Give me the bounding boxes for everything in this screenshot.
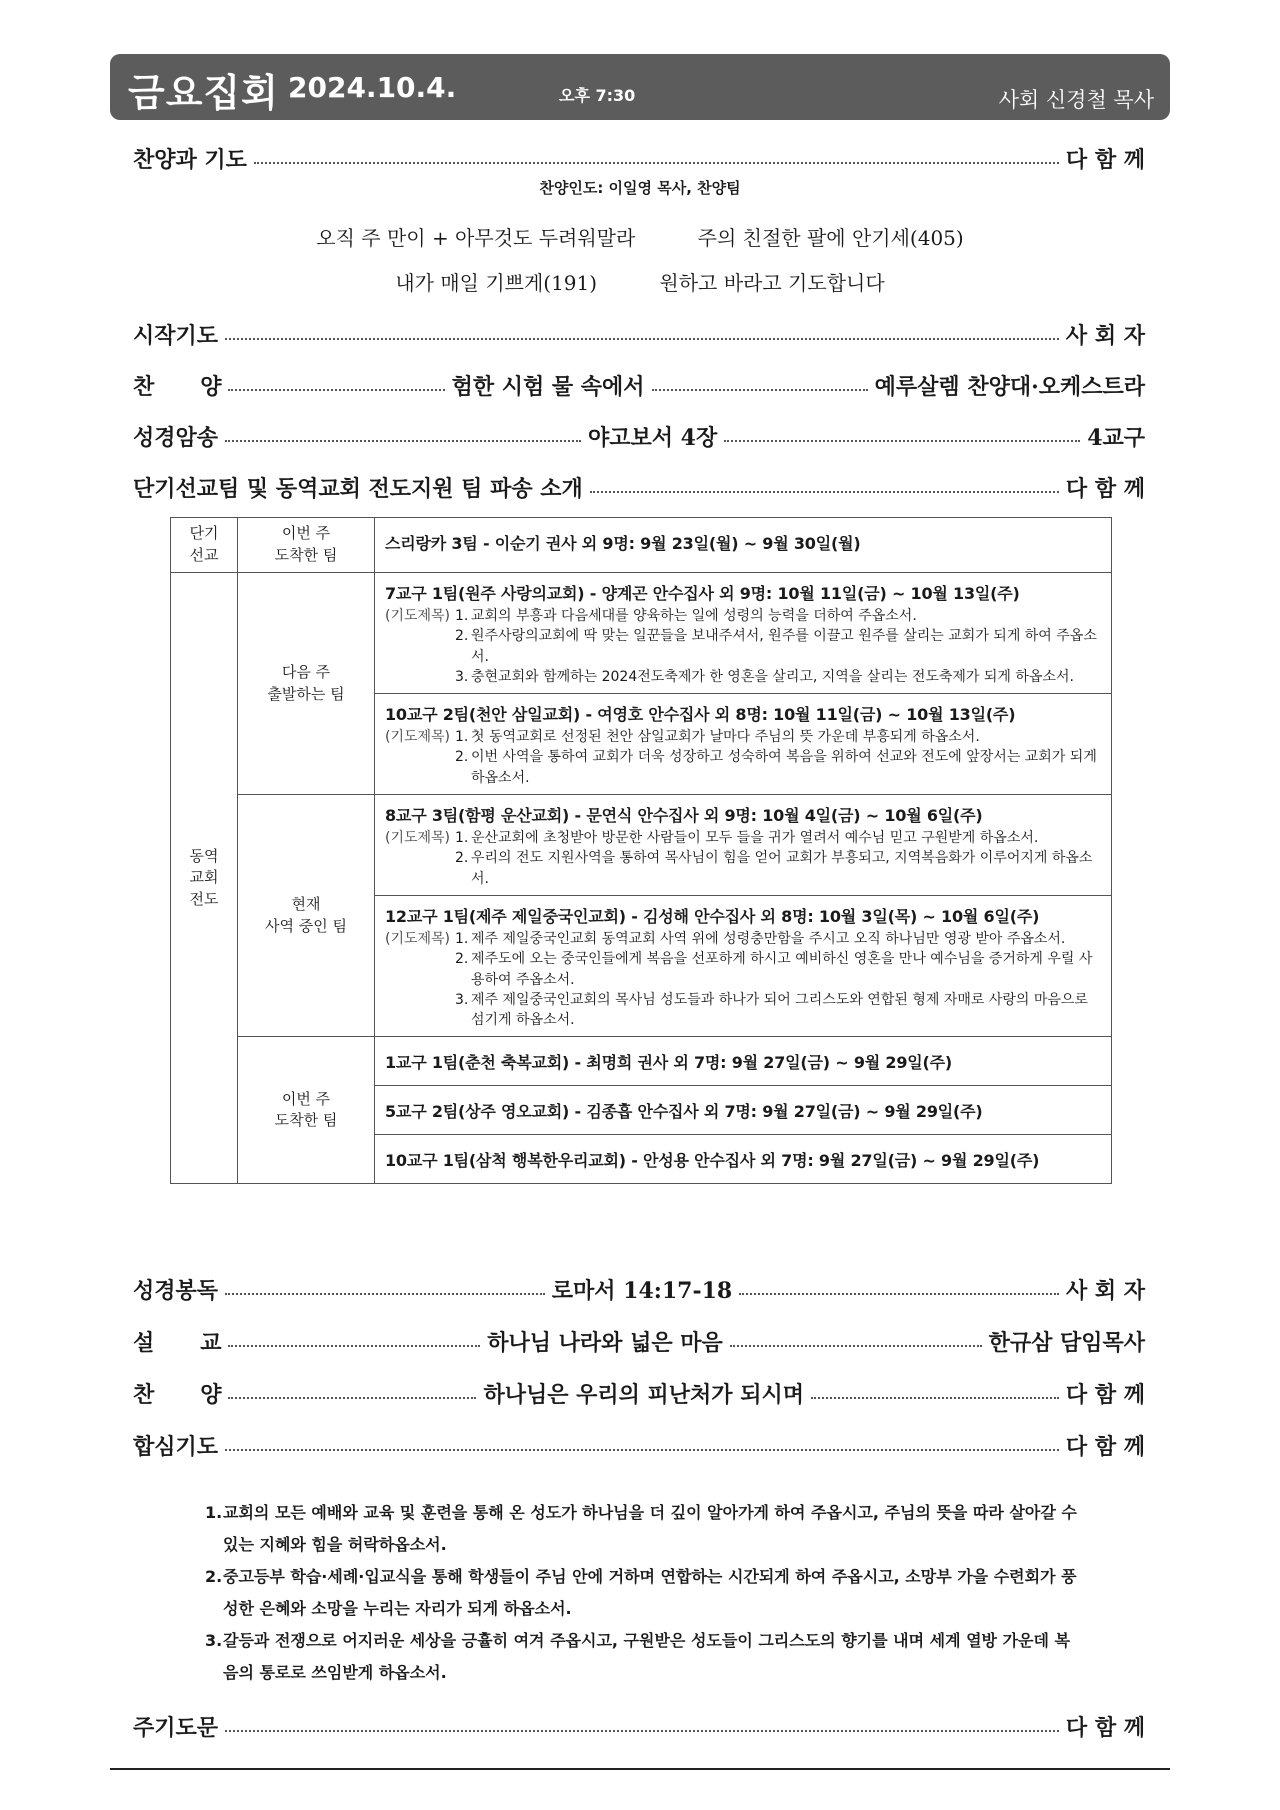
dot-leader [228, 1345, 480, 1347]
order-label: 찬 양 [133, 373, 222, 400]
order-label: 찬 양 [133, 1381, 222, 1408]
table-row [171, 518, 1112, 573]
order-item-recitation [133, 415, 1145, 457]
order-item-unison-prayer [133, 1424, 1145, 1466]
prayer-tag: (기도제목) [385, 830, 451, 847]
dot-leader [225, 1449, 1059, 1451]
order-performer: 다 함 께 [1065, 1381, 1145, 1408]
order-performer: 다 함 께 [1065, 475, 1145, 502]
order-performer: 한규삼 담임목사 [988, 1329, 1145, 1356]
prayer-tag: (기도제목) [385, 608, 451, 624]
category-cell: 동역 교회 전도 [171, 573, 238, 1184]
praise-leaders: 찬양인도: 이일영 목사, 찬양팀 [539, 179, 741, 197]
prayer-item: 3. 충현교회와 함께하는 2024전도축제가 한 영혼을 살리고, 지역을 살리는 전도축제가 되게 하옵소서. [455, 668, 1074, 685]
order-performer: 다 함 께 [1065, 146, 1145, 173]
dot-leader [225, 1293, 545, 1295]
mission-teams-table [170, 517, 1112, 1184]
category-cell: 단기 선교 [171, 518, 238, 573]
prayer-item: 2. 제주도에 오는 중국인들에게 복음을 선포하게 하시고 예비하신 영혼을 만나 예수님을 증거하게 우릴 사용하여 주옵소서. [455, 951, 1093, 988]
song-list-line-2 [0, 267, 1280, 296]
order-item-hymn-1 [133, 364, 1145, 406]
prayer-list [375, 929, 1111, 1036]
dot-leader [225, 338, 1059, 340]
order-performer: 다 함 께 [1065, 1714, 1145, 1741]
dot-leader [730, 1345, 982, 1347]
service-leader: 사회 신경철 목사 [998, 88, 1154, 112]
order-item-scripture [133, 1268, 1145, 1310]
order-label: 주기도문 [133, 1714, 219, 1741]
order-item-lords-prayer [133, 1705, 1145, 1747]
song-list-line-1 [0, 222, 1280, 251]
team-cell [375, 1135, 1112, 1184]
prayer-item: 3. 제주 제일중국인교회의 목사님 성도들과 하나가 되어 그리스도와 연합된 형제 자매로 사랑의 마음으로 섬기게 하옵소서. [455, 991, 1088, 1029]
dot-leader [254, 162, 1059, 164]
group-cell: 다음 주 출발하는 팀 [238, 573, 375, 795]
song-title: 오직 주 만이 + 아무것도 두려워말라 [316, 226, 636, 250]
order-item-mission-intro [133, 466, 1145, 508]
order-label: 성경봉독 [133, 1277, 219, 1304]
dot-leader [739, 1293, 1059, 1295]
prayer-item: (기도제목) 1. 운산교회에 초청받아 방문한 사람들이 모두 들을 귀가 열려서 예수님 믿고 구원받게 하옵소서. [385, 828, 1103, 848]
prayer-item: 2. 이번 사역을 통하여 교회가 더욱 성장하고 성숙하여 복음을 위하여 선교와 전도에 앞장서는 교회가 되게 하옵소서. [455, 749, 1097, 786]
order-performer: 4교구 [1087, 424, 1145, 451]
team-cell [375, 1037, 1112, 1086]
dot-leader [228, 389, 444, 391]
dot-leader [228, 1397, 476, 1399]
service-title: 금요집회 [128, 70, 279, 115]
prayer-item: 2. 원주사랑의교회에 딱 맞는 일꾼들을 보내주셔서, 원주를 이끌고 원주를 살리는 교회가 되게 하여 주옵소서. [455, 628, 1097, 665]
table-row [171, 1037, 1112, 1086]
dot-leader [652, 389, 868, 391]
order-label: 설 교 [133, 1329, 222, 1356]
order-performer: 사 회 자 [1065, 1277, 1146, 1304]
dot-leader [590, 491, 1059, 493]
order-performer: 예루살렘 찬양대·오케스트라 [874, 373, 1145, 400]
table-row [171, 573, 1112, 694]
dot-leader [225, 440, 581, 442]
order-performer: 다 함 께 [1065, 1433, 1145, 1460]
team-title: 10교구 1팀(삼척 행복한우리교회) - 안성용 안수집사 외 7명: 9월 27일(금) ~ 9월 29일(주) [385, 1151, 1040, 1171]
order-item-sermon [133, 1320, 1145, 1362]
team-title: 10교구 2팀(천안 삼일교회) - 여영호 안수집사 외 8명: 10월 11일(금) ~ 10월 13일(주) [385, 705, 1016, 725]
prayer-item: (기도제목) 1. 첫 동역교회로 선정된 천안 삼일교회가 날마다 주님의 뜻 가운데 부흥되게 하옵소서. [385, 727, 1103, 747]
prayer-list [375, 606, 1111, 693]
order-performer: 사 회 자 [1065, 322, 1145, 349]
order-label: 성경암송 [133, 424, 219, 451]
team-cell [375, 795, 1112, 896]
team-title: 12교구 1팀(제주 제일중국인교회) - 김성해 안수집사 외 8명: 10월 3일(목) ~ 10월 6일(주) [385, 906, 1040, 926]
team-cell [375, 518, 1112, 573]
song-title: 내가 매일 기쁘게(191) [395, 271, 598, 295]
team-title: 1교구 1팀(춘천 축복교회) - 최명희 권사 외 7명: 9월 27일(금) ~ 9월 29일(주) [385, 1053, 952, 1073]
list-item: 2. 중고등부 학습·세례·입교식을 통해 학생들이 주님 안에 거하며 연합하는 시간되게 하여 주옵시고, 소망부 가을 수련회가 풍성한 은혜와 소망을 누리는 자리가 되게 하옵소서. [205, 1567, 1077, 1618]
group-cell: 현재 사역 중인 팀 [238, 795, 375, 1037]
team-title: 8교구 3팀(함평 운산교회) - 문연식 안수집사 외 9명: 10월 4일(금) ~ 10월 6일(주) [385, 806, 983, 826]
group-cell: 이번 주 도착한 팀 [238, 1037, 375, 1184]
dot-leader [724, 440, 1080, 442]
team-cell [375, 1086, 1112, 1135]
prayer-item: 2. 우리의 전도 지원사역을 통하여 목사님이 힘을 얻어 교회가 부흥되고, 지역복음화가 이루어지게 하옵소서. [455, 850, 1093, 887]
order-title: 하나님은 우리의 피난처가 되시며 [483, 1381, 804, 1408]
table-row [171, 795, 1112, 896]
dot-leader [811, 1397, 1059, 1399]
order-title: 야고보서 4장 [587, 424, 718, 451]
song-title: 원하고 바라고 기도합니다 [659, 271, 885, 295]
team-title: 7교구 1팀(원주 사랑의교회) - 양계곤 안수집사 외 9명: 10월 11일(금) ~ 10월 13일(주) [385, 584, 1020, 603]
list-item: 1. 교회의 모든 예배와 교육 및 훈련을 통해 온 성도가 하나님을 더 깊이 알아가게 하여 주옵시고, 주님의 뜻을 따라 살아갈 수 있는 지혜와 힘을 허락하옵소서. [205, 1503, 1077, 1554]
prayer-item: (기도제목) 1. 제주 제일중국인교회 동역교회 사역 위에 성령충만함을 주시고 오직 하나님만 영광 받아 주옵소서. [385, 929, 1103, 949]
order-title: 험한 시험 물 속에서 [451, 373, 645, 400]
dot-leader [225, 1730, 1059, 1732]
team-cell [375, 573, 1112, 694]
order-item-praise [133, 137, 1145, 179]
service-date: 2024.10.4. [288, 71, 457, 104]
unison-prayer-list [205, 1497, 1085, 1689]
service-header [110, 54, 1170, 120]
prayer-item: (기도제목) 1. 교회의 부흥과 다음세대를 양육하는 일에 성령의 능력을 더하여 주옵소서. [385, 606, 1103, 626]
order-label: 합심기도 [133, 1433, 219, 1460]
prayer-list [375, 828, 1111, 895]
team-title: 스리랑카 3팀 - 이순기 권사 외 9명: 9월 23일(월) ~ 9월 30일(월) [385, 534, 861, 553]
order-label: 시작기도 [133, 322, 219, 349]
song-title: 주의 친절한 팔에 안기세(405) [697, 226, 964, 250]
team-title: 5교구 2팀(상주 영오교회) - 김종흡 안수집사 외 7명: 9월 27일(금) ~ 9월 29일(주) [385, 1102, 983, 1122]
prayer-tag: (기도제목) [385, 729, 451, 746]
prayer-list [375, 727, 1111, 794]
group-cell: 이번 주 도착한 팀 [238, 518, 375, 573]
service-time: 오후 7:30 [559, 86, 636, 105]
order-title: 로마서 14:17-18 [551, 1277, 733, 1304]
team-cell [375, 694, 1112, 795]
team-cell [375, 895, 1112, 1036]
order-label: 찬양과 기도 [133, 146, 247, 173]
footer-divider [110, 1768, 1170, 1770]
prayer-tag: (기도제목) [385, 930, 451, 947]
order-title: 하나님 나라와 넓은 마음 [487, 1329, 723, 1356]
order-item-hymn-2 [133, 1372, 1145, 1414]
order-label: 단기선교팀 및 동역교회 전도지원 팀 파송 소개 [133, 475, 583, 502]
order-item-opening-prayer [133, 313, 1145, 355]
list-item: 3. 갈등과 전쟁으로 어지러운 세상을 긍휼히 여겨 주옵시고, 구원받은 성도들이 그리스도의 향기를 내며 세계 열방 가운데 복음의 통로로 쓰임받게 하옵소서. [205, 1631, 1070, 1682]
